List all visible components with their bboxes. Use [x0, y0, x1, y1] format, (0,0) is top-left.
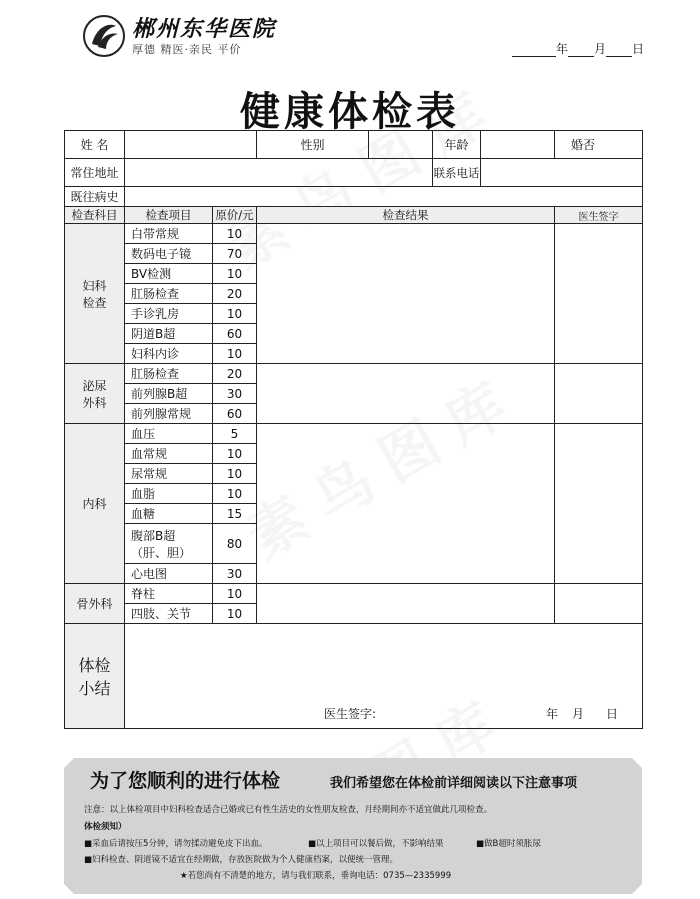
exam-item: 前列腺常规 [125, 404, 213, 424]
notice-item: ■妇科检查、阴道镜不适宜在经期做，存放医院做为个人健康档案，以便统一管理。 [84, 855, 399, 865]
summary-field[interactable] [125, 624, 643, 729]
column-item: 检查项目 [125, 207, 213, 224]
age-field[interactable] [481, 131, 555, 159]
item-price: 20 [213, 284, 257, 304]
item-price: 15 [213, 504, 257, 524]
exam-item: 血常规 [125, 444, 213, 464]
exam-item: BV检测 [125, 264, 213, 284]
item-price: 30 [213, 384, 257, 404]
summary-doctor-sign-label: 医生签字: [323, 707, 376, 721]
section-orthopedics: 骨外科 [65, 584, 125, 624]
summary-month-label: 月 [572, 707, 585, 721]
date-day-label: 日 [631, 42, 644, 56]
health-exam-form [64, 130, 643, 729]
result-field-internal[interactable] [257, 424, 555, 584]
item-price: 80 [213, 524, 257, 564]
item-price: 20 [213, 364, 257, 384]
exam-item: 阴道B超 [125, 324, 213, 344]
item-price: 10 [213, 224, 257, 244]
doctor-sign-gynecology[interactable] [555, 224, 643, 364]
exam-item: 数码电子镜 [125, 244, 213, 264]
exam-item: 肛肠检查 [125, 364, 213, 384]
date-month-label: 月 [593, 42, 606, 56]
exam-item: 血脂 [125, 484, 213, 504]
notice-subheadline: 我们希望您在体检前详细阅读以下注意事项 [330, 776, 578, 791]
contact-line: ★若您尚有不清楚的地方，请与我们联系，垂询电话：0735—2335999 [180, 871, 452, 881]
summary-year-label: 年 [545, 707, 558, 721]
phone-label: 联系电话 [433, 159, 481, 187]
item-price: 10 [213, 344, 257, 364]
hospital-logo-icon [82, 14, 126, 58]
item-price: 10 [213, 464, 257, 484]
exam-item: 妇科内诊 [125, 344, 213, 364]
notice-title: 体检须知） [84, 822, 127, 832]
date-year-label: 年 [555, 42, 568, 56]
history-field[interactable] [125, 187, 643, 207]
hospital-name: 郴州东华医院 [132, 16, 277, 42]
name-label: 姓 名 [65, 131, 125, 159]
doctor-sign-orthopedics[interactable] [555, 584, 643, 624]
page-title: 健康体检表 [240, 89, 460, 135]
column-department: 检查科目 [65, 207, 125, 224]
hospital-motto: 厚德 精医·亲民 平价 [132, 43, 242, 56]
item-price: 10 [213, 264, 257, 284]
item-price: 60 [213, 404, 257, 424]
notice-item: ■做B超时须胀尿 [476, 839, 541, 849]
column-result: 检查结果 [257, 207, 555, 224]
exam-item: 血糖 [125, 504, 213, 524]
exam-item: 血压 [125, 424, 213, 444]
item-price: 30 [213, 564, 257, 584]
item-price: 10 [213, 444, 257, 464]
section-gynecology: 妇科 检查 [65, 224, 125, 364]
exam-item: 肛肠检查 [125, 284, 213, 304]
age-label: 年龄 [433, 131, 481, 159]
doctor-sign-internal[interactable] [555, 424, 643, 584]
address-field[interactable] [125, 159, 433, 187]
result-field-gynecology[interactable] [257, 224, 555, 364]
section-internal-medicine: 内科 [65, 424, 125, 584]
notice-note: 注意：以上体检项目中妇科检查适合已婚或已有性生活史的女性朋友检查，月经期间亦不适宜做此几项检查。 [84, 805, 493, 815]
phone-field[interactable] [481, 159, 643, 187]
exam-item: 腹部B超 （肝、胆） [125, 524, 213, 564]
exam-item: 四肢、关节 [125, 604, 213, 624]
exam-item: 心电图 [125, 564, 213, 584]
column-price: 原价/元 [213, 207, 257, 224]
notice-item: ■以上项目可以餐后做，不影响结果 [308, 839, 444, 849]
marital-label: 婚否 [555, 131, 643, 159]
doctor-sign-urology[interactable] [555, 364, 643, 424]
item-price: 5 [213, 424, 257, 444]
notice-item: ■采血后请按压5分钟，请勿揉动避免皮下出血。 [84, 839, 268, 849]
name-field[interactable] [125, 131, 257, 159]
item-price: 10 [213, 304, 257, 324]
history-label: 既往病史 [65, 187, 125, 207]
item-price: 70 [213, 244, 257, 264]
item-price: 10 [213, 604, 257, 624]
summary-day-label: 日 [606, 707, 619, 721]
exam-item: 手诊乳房 [125, 304, 213, 324]
exam-item: 尿常规 [125, 464, 213, 484]
section-urology: 泌尿 外科 [65, 364, 125, 424]
exam-item: 白带常规 [125, 224, 213, 244]
item-price: 10 [213, 584, 257, 604]
item-price: 60 [213, 324, 257, 344]
gender-label: 性别 [257, 131, 369, 159]
form-date [512, 40, 644, 57]
result-field-orthopedics[interactable] [257, 584, 555, 624]
summary-label: 体检 小结 [65, 624, 125, 729]
exam-item: 前列腺B超 [125, 384, 213, 404]
notice-headline: 为了您顺利的进行体检 [90, 770, 281, 792]
column-doctor: 医生签字 [555, 207, 643, 224]
item-price: 10 [213, 484, 257, 504]
gender-field[interactable] [369, 131, 433, 159]
address-label: 常住地址 [65, 159, 125, 187]
exam-item: 脊柱 [125, 584, 213, 604]
result-field-urology[interactable] [257, 364, 555, 424]
